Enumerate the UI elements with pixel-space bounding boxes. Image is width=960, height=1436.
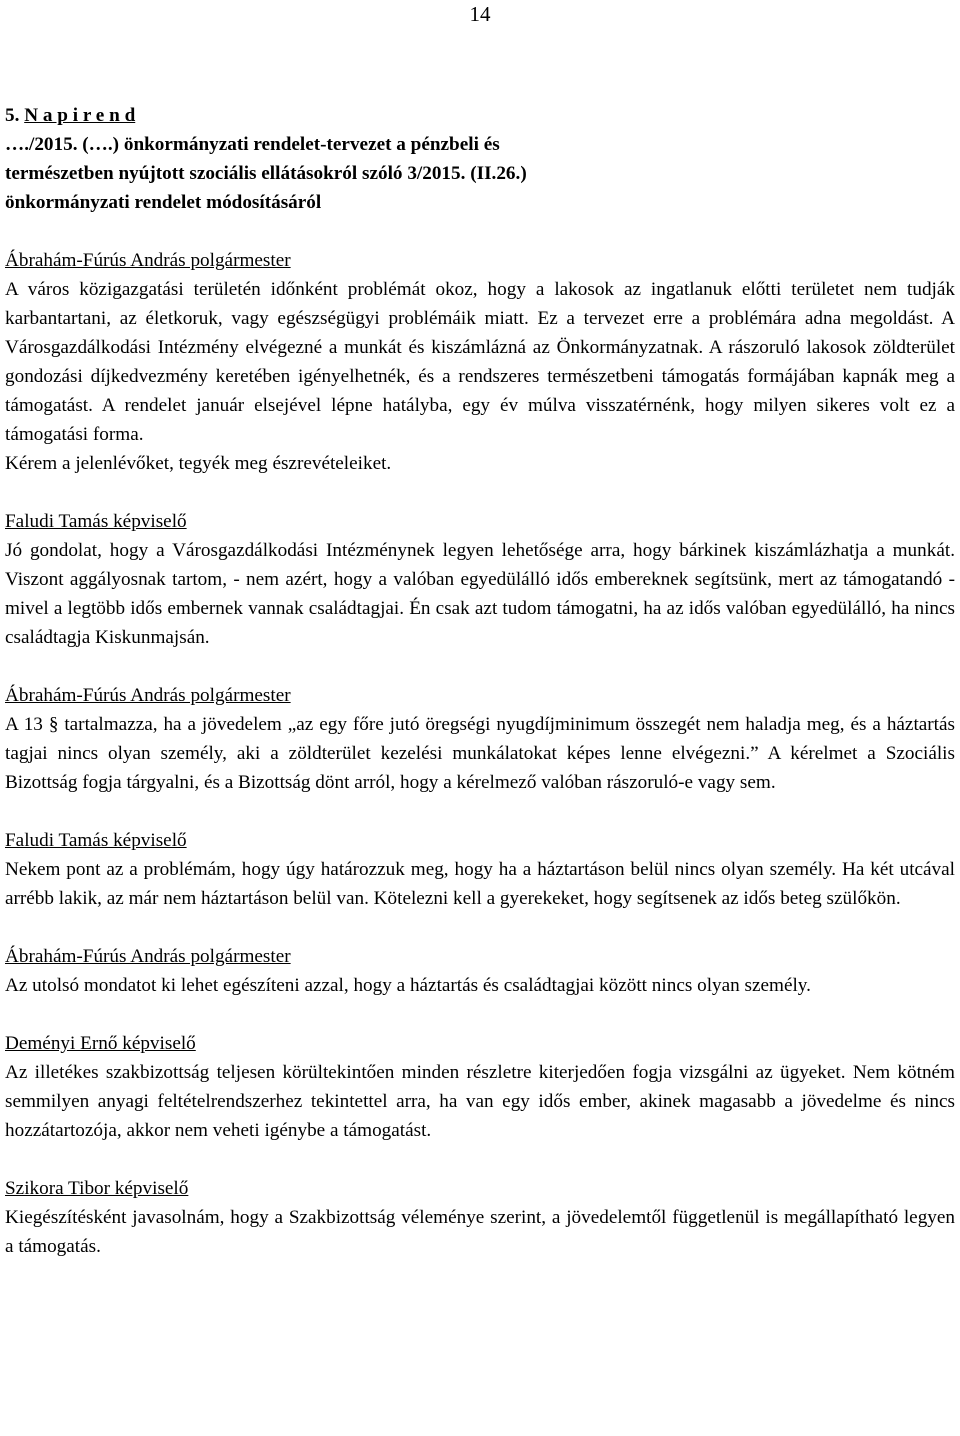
agenda-label: N a p i r e n d [24, 105, 136, 126]
speaker-name: Szikora Tibor képviselő [5, 1178, 189, 1199]
agenda-number: 5. [5, 105, 20, 126]
speech-text: Jó gondolat, hogy a Városgazdálkodási Intézménynek legyen lehetősége arra, hogy bárkinek kiszámlázhatja a munkát. Viszont aggályosnak tartom, - nem azért, hogy a valóban egyedülálló idős embereknek segítsünk, mert az támogatandó - mivel a legtöbb idős embernek vannak családtagjai. Én csak azt tudom támogatni, ha az idős valóban egyedülálló, ha nincs családtagja Kiskunmajsán. [5, 540, 955, 648]
speaker-name: Deményi Ernő képviselő [5, 1033, 196, 1054]
agenda-title-line4: önkormányzati rendelet módosításáról [5, 192, 322, 213]
document-body [5, 101, 955, 1261]
speaker-name: Faludi Tamás képviselő [5, 511, 187, 532]
page-number: 14 [469, 2, 491, 26]
speaker-name: Ábrahám-Fúrús András polgármester [5, 250, 291, 271]
speech-text: A 13 § tartalmazza, ha a jövedelem „az egy főre jutó öregségi nyugdíjminimum összegét nem haladja meg, és a háztartás tagjai nincs olyan személy, aki a zöldterület kezelési munkálatokat képes lenne elvégezni.” A kérelmet a Szociális Bizottság fogja tárgyalni, és a Bizottság dönt arról, hogy a kérelmező valóban rászoruló-e vagy sem. [5, 714, 955, 793]
agenda-title-line3: természetben nyújtott szociális ellátásokról szóló 3/2015. (II.26.) [5, 163, 527, 184]
agenda-title-line1 [5, 101, 955, 130]
speech-text: Nekem pont az a problémám, hogy úgy határozzuk meg, hogy ha a háztartáson belül nincs olyan személy. Ha két utcával arrébb lakik, az már nem háztartáson belül van. Kötelezni kell a gyerekeket, hogy segítsenek az idős beteg szülőkön. [5, 859, 955, 909]
speech-text: Kérem a jelenlévőket, tegyék meg észrevételeiket. [5, 453, 392, 474]
speaker-name: Faludi Tamás képviselő [5, 830, 187, 851]
speech-text: Kiegészítésként javasolnám, hogy a Szakbizottság véleménye szerint, a jövedelemtől függetlenül is megállapítható legyen a támogatás. [5, 1207, 955, 1257]
speech-text: A város közigazgatási területén időnként problémát okoz, hogy a lakosok az ingatlanuk előtti területet nem tudják karbantartani, az életkoruk, vagy egészségügyi problémáik miatt. Ez a tervezet erre a problémára adna megoldást. A Városgazdálkodási Intézmény elvégezné a munkát és kiszámlázná az Önkormányzatnak. A rászoruló lakosok zöldterület gondozási díjkedvezmény keretében igényelhetnék, és a rendszeres természetbeni támogatás formájában kapnák meg a támogatást. A rendelet január elsejével lépne hatályba, egy év múlva visszatérnénk, hogy milyen sikeres volt ez a támogatási forma. [5, 279, 955, 445]
speaker-name: Ábrahám-Fúrús András polgármester [5, 946, 291, 967]
speech-text: Az illetékes szakbizottság teljesen körültekintően minden részletre kiterjedően fogja vizsgálni az ügyeket. Nem kötném semmilyen anyagi feltételrendszerhez tekintettel arra, ha van egy idős ember, akinek magasabb a jövedelme és nincs hozzátartozója, akkor nem veheti igénybe a támogatást. [5, 1062, 955, 1141]
speaker-name: Ábrahám-Fúrús András polgármester [5, 685, 291, 706]
agenda-title-line2: …./2015. (….) önkormányzati rendelet-tervezet a pénzbeli és [5, 134, 500, 155]
speech-text: Az utolsó mondatot ki lehet egészíteni azzal, hogy a háztartás és családtagjai között nincs olyan személy. [5, 975, 811, 996]
